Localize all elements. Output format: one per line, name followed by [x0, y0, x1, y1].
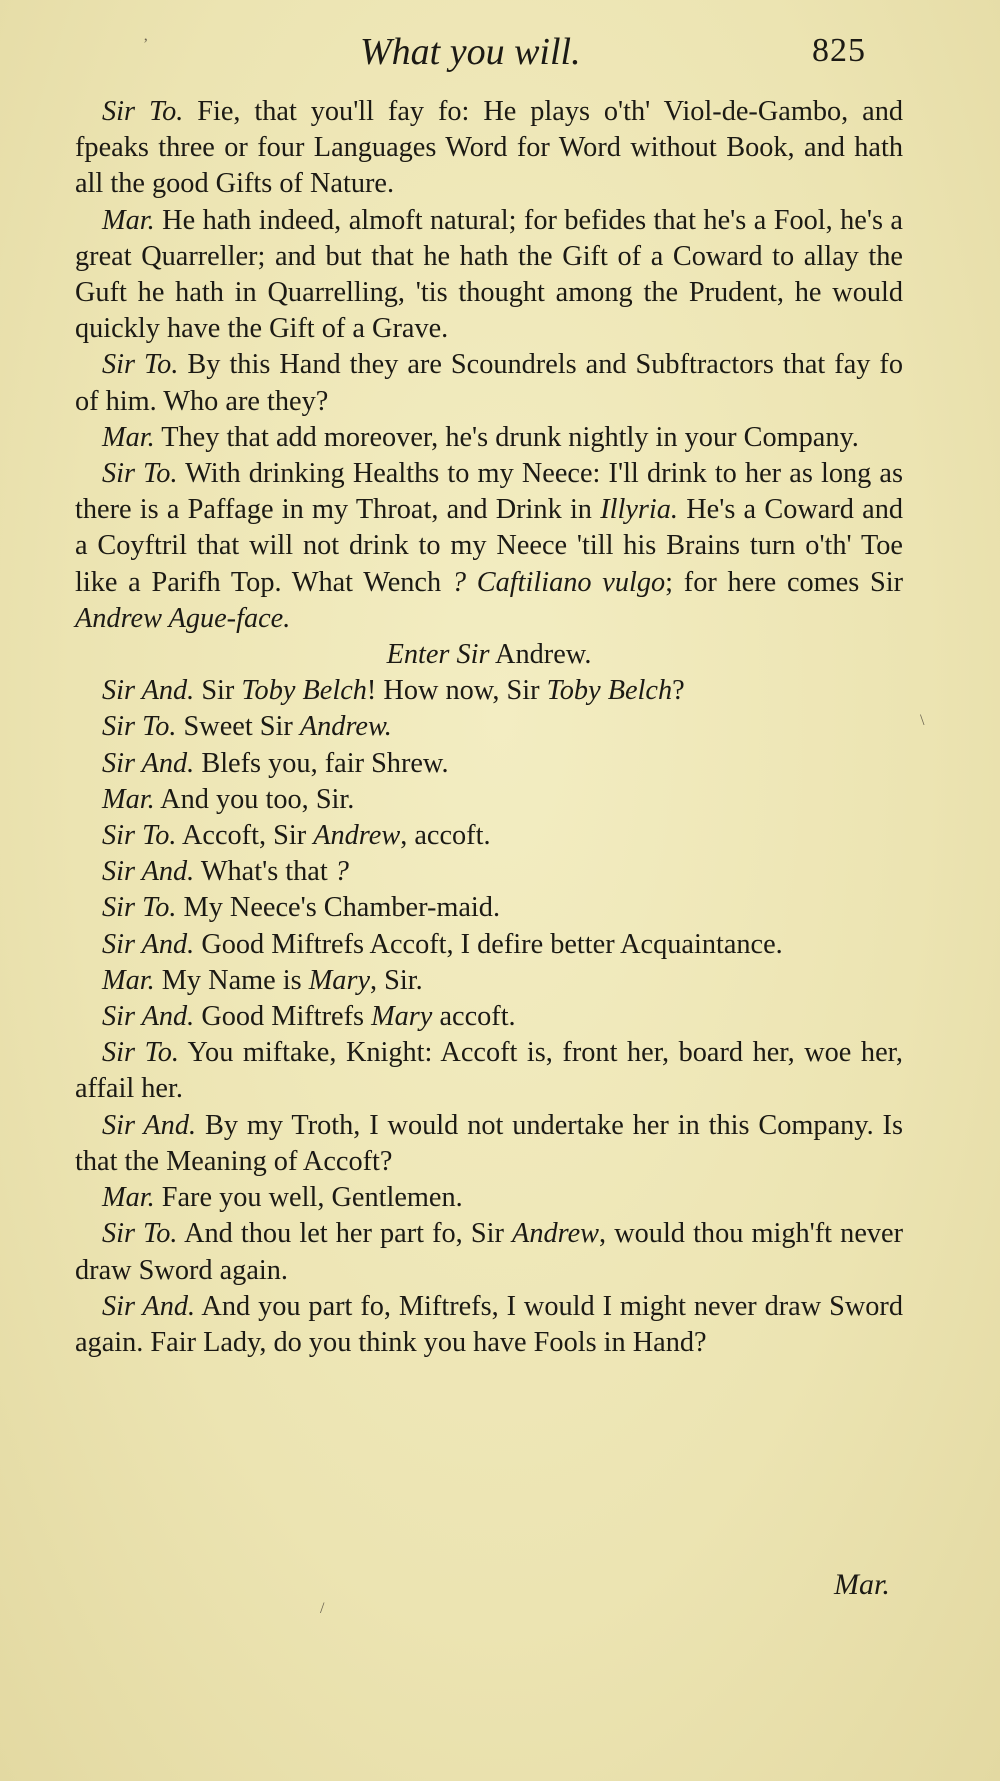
italic-punctuation: ? [334, 856, 349, 888]
speech-paragraph [75, 1180, 903, 1216]
speech-paragraph [75, 673, 903, 709]
italic-name: Andrew [313, 820, 401, 852]
speech-text: ! How now, Sir [366, 675, 547, 707]
speech-text: They that add moreover, he's drunk nightly in your Company. [154, 421, 859, 453]
speech-paragraph [75, 1216, 903, 1288]
speech-paragraph [75, 818, 903, 854]
speaker-label: Sir And. [102, 1109, 197, 1141]
speech-text: My Neece's Chamber-maid. [176, 892, 501, 924]
page-number: 825 [812, 32, 866, 69]
speaker-label: Mar. [102, 1182, 155, 1214]
speech-paragraph [75, 1108, 903, 1180]
italic-name: Andrew Ague-face. [75, 602, 291, 634]
speaker-label: Sir And. [102, 747, 195, 779]
speaker-label: Sir And. [102, 1290, 196, 1322]
speaker-label: Mar. [102, 783, 155, 815]
speech-text: accoft. [432, 1001, 516, 1033]
speech-paragraph [75, 854, 903, 890]
speech-paragraph [75, 94, 903, 203]
speech-text: And you too, Sir. [154, 783, 355, 815]
italic-name: Mary [371, 1001, 433, 1033]
speech-paragraph [75, 890, 903, 926]
speech-paragraph [75, 927, 903, 963]
speech-text: Sir [194, 675, 242, 707]
speaker-label: Sir And. [102, 675, 195, 707]
italic-name: Toby Belch [241, 675, 367, 707]
italic-name: Andrew [512, 1218, 600, 1250]
speech-text: Accoft, Sir [176, 820, 314, 852]
speech-paragraph [75, 999, 903, 1035]
speech-text: And thou let her part fo, Sir [177, 1218, 513, 1250]
speech-text: ? [672, 675, 685, 707]
speaker-label: Sir To. [102, 892, 177, 924]
speech-paragraph [75, 963, 903, 999]
speech-text: He hath indeed, almoft natural; for befides that he's a Fool, he's a great Quarreller; and but that he hath the Gift of a Coward to allay the Guft he hath in Quarrelling, 'tis thought among the Prudent, he would quickly have the Gift of a Grave. [75, 204, 903, 345]
speech-paragraph [75, 782, 903, 818]
catchword: Mar. [834, 1568, 890, 1601]
speech-text: Blefs you, fair Shrew. [194, 747, 449, 779]
speech-text: Fie, that you'll fay fo: He plays o'th' Viol-de-Gambo, and fpeaks three or four Languages Word for Word without Book, and hath all the good Gifts of Nature. [75, 96, 903, 200]
running-title: What you will. [360, 31, 581, 73]
print-speck: ’ [143, 36, 149, 53]
print-speck: \ [920, 712, 925, 729]
speaker-label: Sir To. [102, 1037, 179, 1069]
speaker-label: Sir To. [102, 349, 179, 381]
italic-phrase: ? Caftiliano vulgo [451, 566, 666, 598]
speech-text: By this Hand they are Scoundrels and Subftractors that fay fo of him. Who are they? [75, 349, 903, 417]
play-text [75, 94, 903, 1361]
speech-text: What's that [194, 856, 335, 888]
italic-name: Illyria. [600, 494, 678, 526]
stage-direction-name: Andrew. [489, 639, 592, 671]
speech-text: By my Troth, I would not undertake her in this Company. Is that the Meaning of Accoft? [75, 1109, 903, 1177]
speaker-label: Sir To. [102, 96, 184, 127]
speaker-label: Sir To. [102, 458, 178, 490]
speech-paragraph [75, 347, 903, 419]
speech-text: , Sir. [370, 964, 423, 996]
speech-text: , would thou migh'ft never draw Sword again. [75, 1218, 904, 1286]
speech-paragraph [75, 420, 903, 456]
speech-paragraph [75, 746, 903, 782]
page-header [0, 28, 1000, 78]
speech-text: Good Miftrefs [194, 1001, 372, 1033]
speech-text: My Name is [154, 964, 309, 996]
speaker-label: Sir And. [102, 928, 195, 960]
speech-paragraph [75, 1289, 903, 1361]
speech-text: He's a Coward and a Coyftril that will not drink to my Neece 'till his Brains turn o'th' Toe like a Parifh Top. What Wench [75, 494, 904, 598]
speaker-label: Sir And. [102, 1001, 195, 1033]
speech-text: And you part fo, Miftrefs, I would I might never draw Sword again. Fair Lady, do you think you have Fools in Hand? [75, 1290, 903, 1358]
speech-text: Good Miftrefs Accoft, I defire better Acquaintance. [194, 928, 783, 960]
speaker-label: Sir To. [102, 1218, 178, 1250]
print-speck: / [320, 1600, 325, 1617]
speech-text: , accoft. [400, 820, 491, 852]
speech-paragraph [75, 1035, 903, 1107]
italic-name: Andrew. [299, 711, 392, 743]
stage-direction-italic: Enter Sir [386, 639, 490, 671]
speech-text: You miftake, Knight: Accoft is, front her, board her, woe her, affail her. [75, 1037, 903, 1105]
speaker-label: Mar. [102, 204, 155, 236]
speaker-label: Mar. [102, 421, 155, 453]
speaker-label: Sir And. [102, 856, 195, 888]
stage-direction [75, 637, 903, 673]
speaker-label: Sir To. [102, 711, 177, 743]
speaker-label: Mar. [102, 964, 155, 996]
speech-text: ; for here comes Sir [665, 566, 903, 598]
speech-text: With drinking Healths to my Neece: I'll drink to her as long as there is a Paffage in my Throat, and Drink in [75, 458, 904, 526]
speech-paragraph [75, 203, 903, 348]
speaker-label: Sir To. [102, 820, 177, 852]
speech-text: Sweet Sir [176, 711, 300, 743]
speech-paragraph [75, 709, 903, 745]
speech-text: Fare you well, Gentlemen. [154, 1182, 463, 1214]
italic-name: Mary [308, 964, 371, 996]
italic-name: Toby Belch [546, 675, 673, 707]
speech-paragraph [75, 456, 903, 637]
